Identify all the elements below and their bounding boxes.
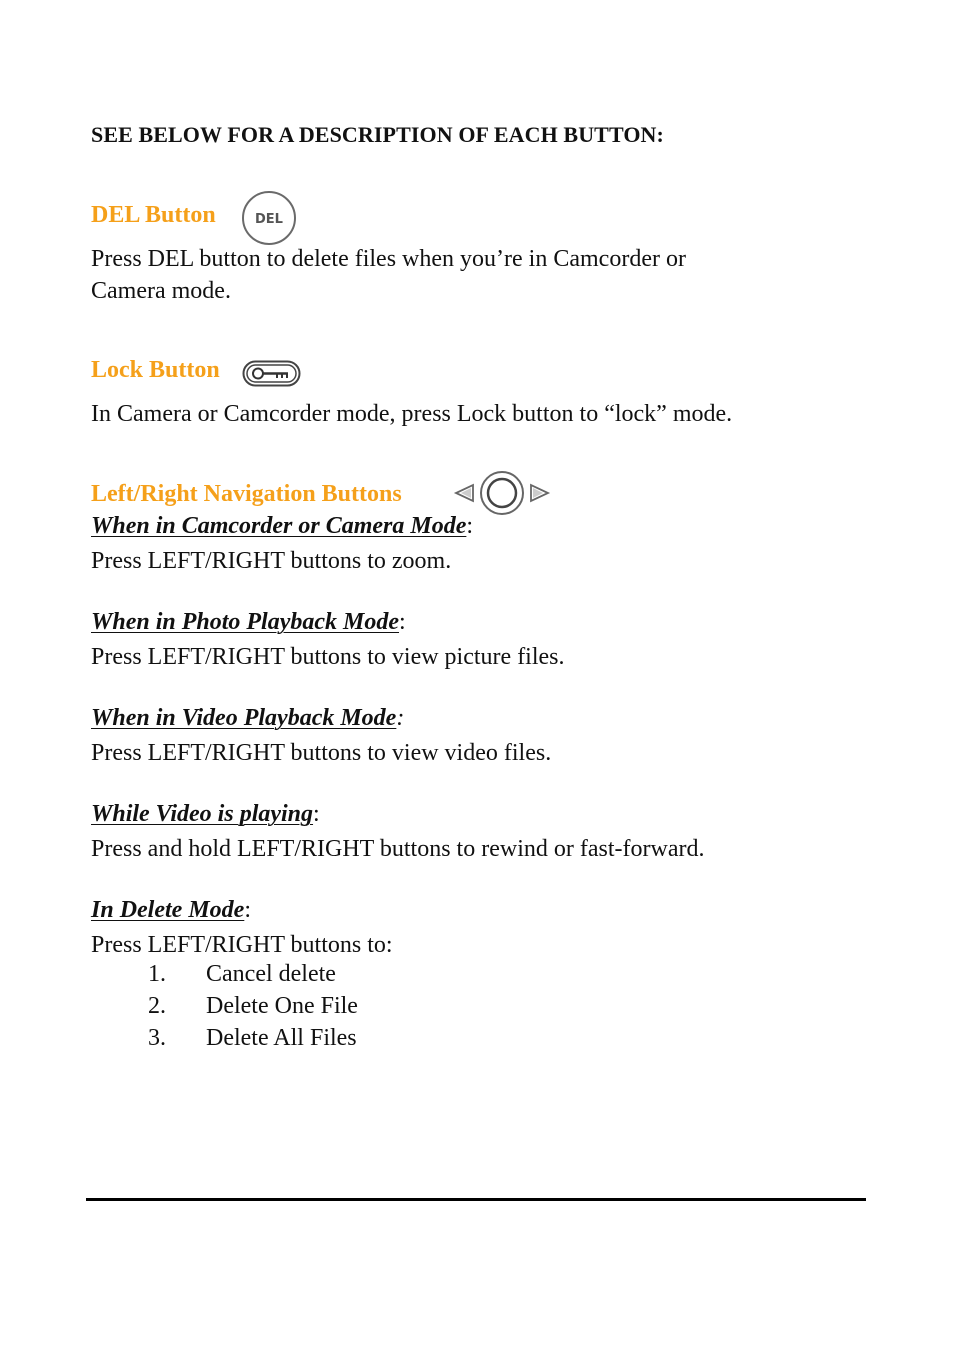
mode-delete-text: Press LEFT/RIGHT buttons to:: [91, 932, 393, 958]
mode-video-playing-suffix: :: [313, 801, 320, 827]
mode-video-playback-suffix: :: [396, 705, 405, 731]
del-description-line-1: Press DEL button to delete files when you’re in Camcorder or: [91, 246, 686, 272]
mode-video-playing-label: While Video is playing: [91, 801, 314, 827]
mode-video-playing-text: Press and hold LEFT/RIGHT buttons to rewind or fast-forward.: [91, 836, 705, 862]
page-heading: SEE BELOW FOR A DESCRIPTION OF EACH BUTTON:: [91, 122, 664, 147]
list-item-number: 1.: [148, 961, 166, 987]
mode-video-playback: [91, 705, 404, 732]
list-item-number: 2.: [148, 993, 166, 1019]
list-item-text: Delete All Files: [206, 1025, 357, 1051]
footer-divider: [86, 1198, 866, 1201]
list-item-text: Delete One File: [206, 993, 358, 1019]
mode-video-playback-text: Press LEFT/RIGHT buttons to view video files.: [91, 740, 552, 766]
mode-camcorder-camera-text: Press LEFT/RIGHT buttons to zoom.: [91, 548, 452, 574]
lock-description-line-1: In Camera or Camcorder mode, press Lock button to “lock” mode.: [91, 401, 733, 427]
del-icon-label: DEL: [255, 212, 283, 227]
mode-video-playing: [91, 801, 320, 828]
mode-photo-playback: [91, 609, 406, 636]
mode-delete: [91, 897, 251, 924]
mode-photo-playback-label: When in Photo Playback Mode: [91, 609, 400, 635]
mode-camcorder-camera-label: When in Camcorder or Camera Mode: [91, 513, 467, 539]
list-item-number: 3.: [148, 1025, 166, 1051]
mode-camcorder-camera-suffix: :: [466, 513, 474, 539]
mode-photo-playback-suffix: :: [399, 609, 406, 635]
mode-photo-playback-text: Press LEFT/RIGHT buttons to view picture files.: [91, 644, 565, 670]
mode-camcorder-camera: [91, 513, 473, 540]
nav-buttons-title: Left/Right Navigation Buttons: [91, 481, 402, 507]
del-description-line-2: Camera mode.: [91, 278, 231, 304]
mode-video-playback-label: When in Video Playback Mode: [91, 705, 397, 731]
lock-key-icon: [242, 360, 302, 393]
mode-delete-suffix: :: [244, 897, 251, 923]
del-button-title: DEL Button: [91, 202, 216, 228]
mode-delete-label: In Delete Mode: [91, 897, 245, 923]
list-item-text: Cancel delete: [206, 961, 336, 987]
lock-button-title: Lock Button: [91, 357, 220, 383]
